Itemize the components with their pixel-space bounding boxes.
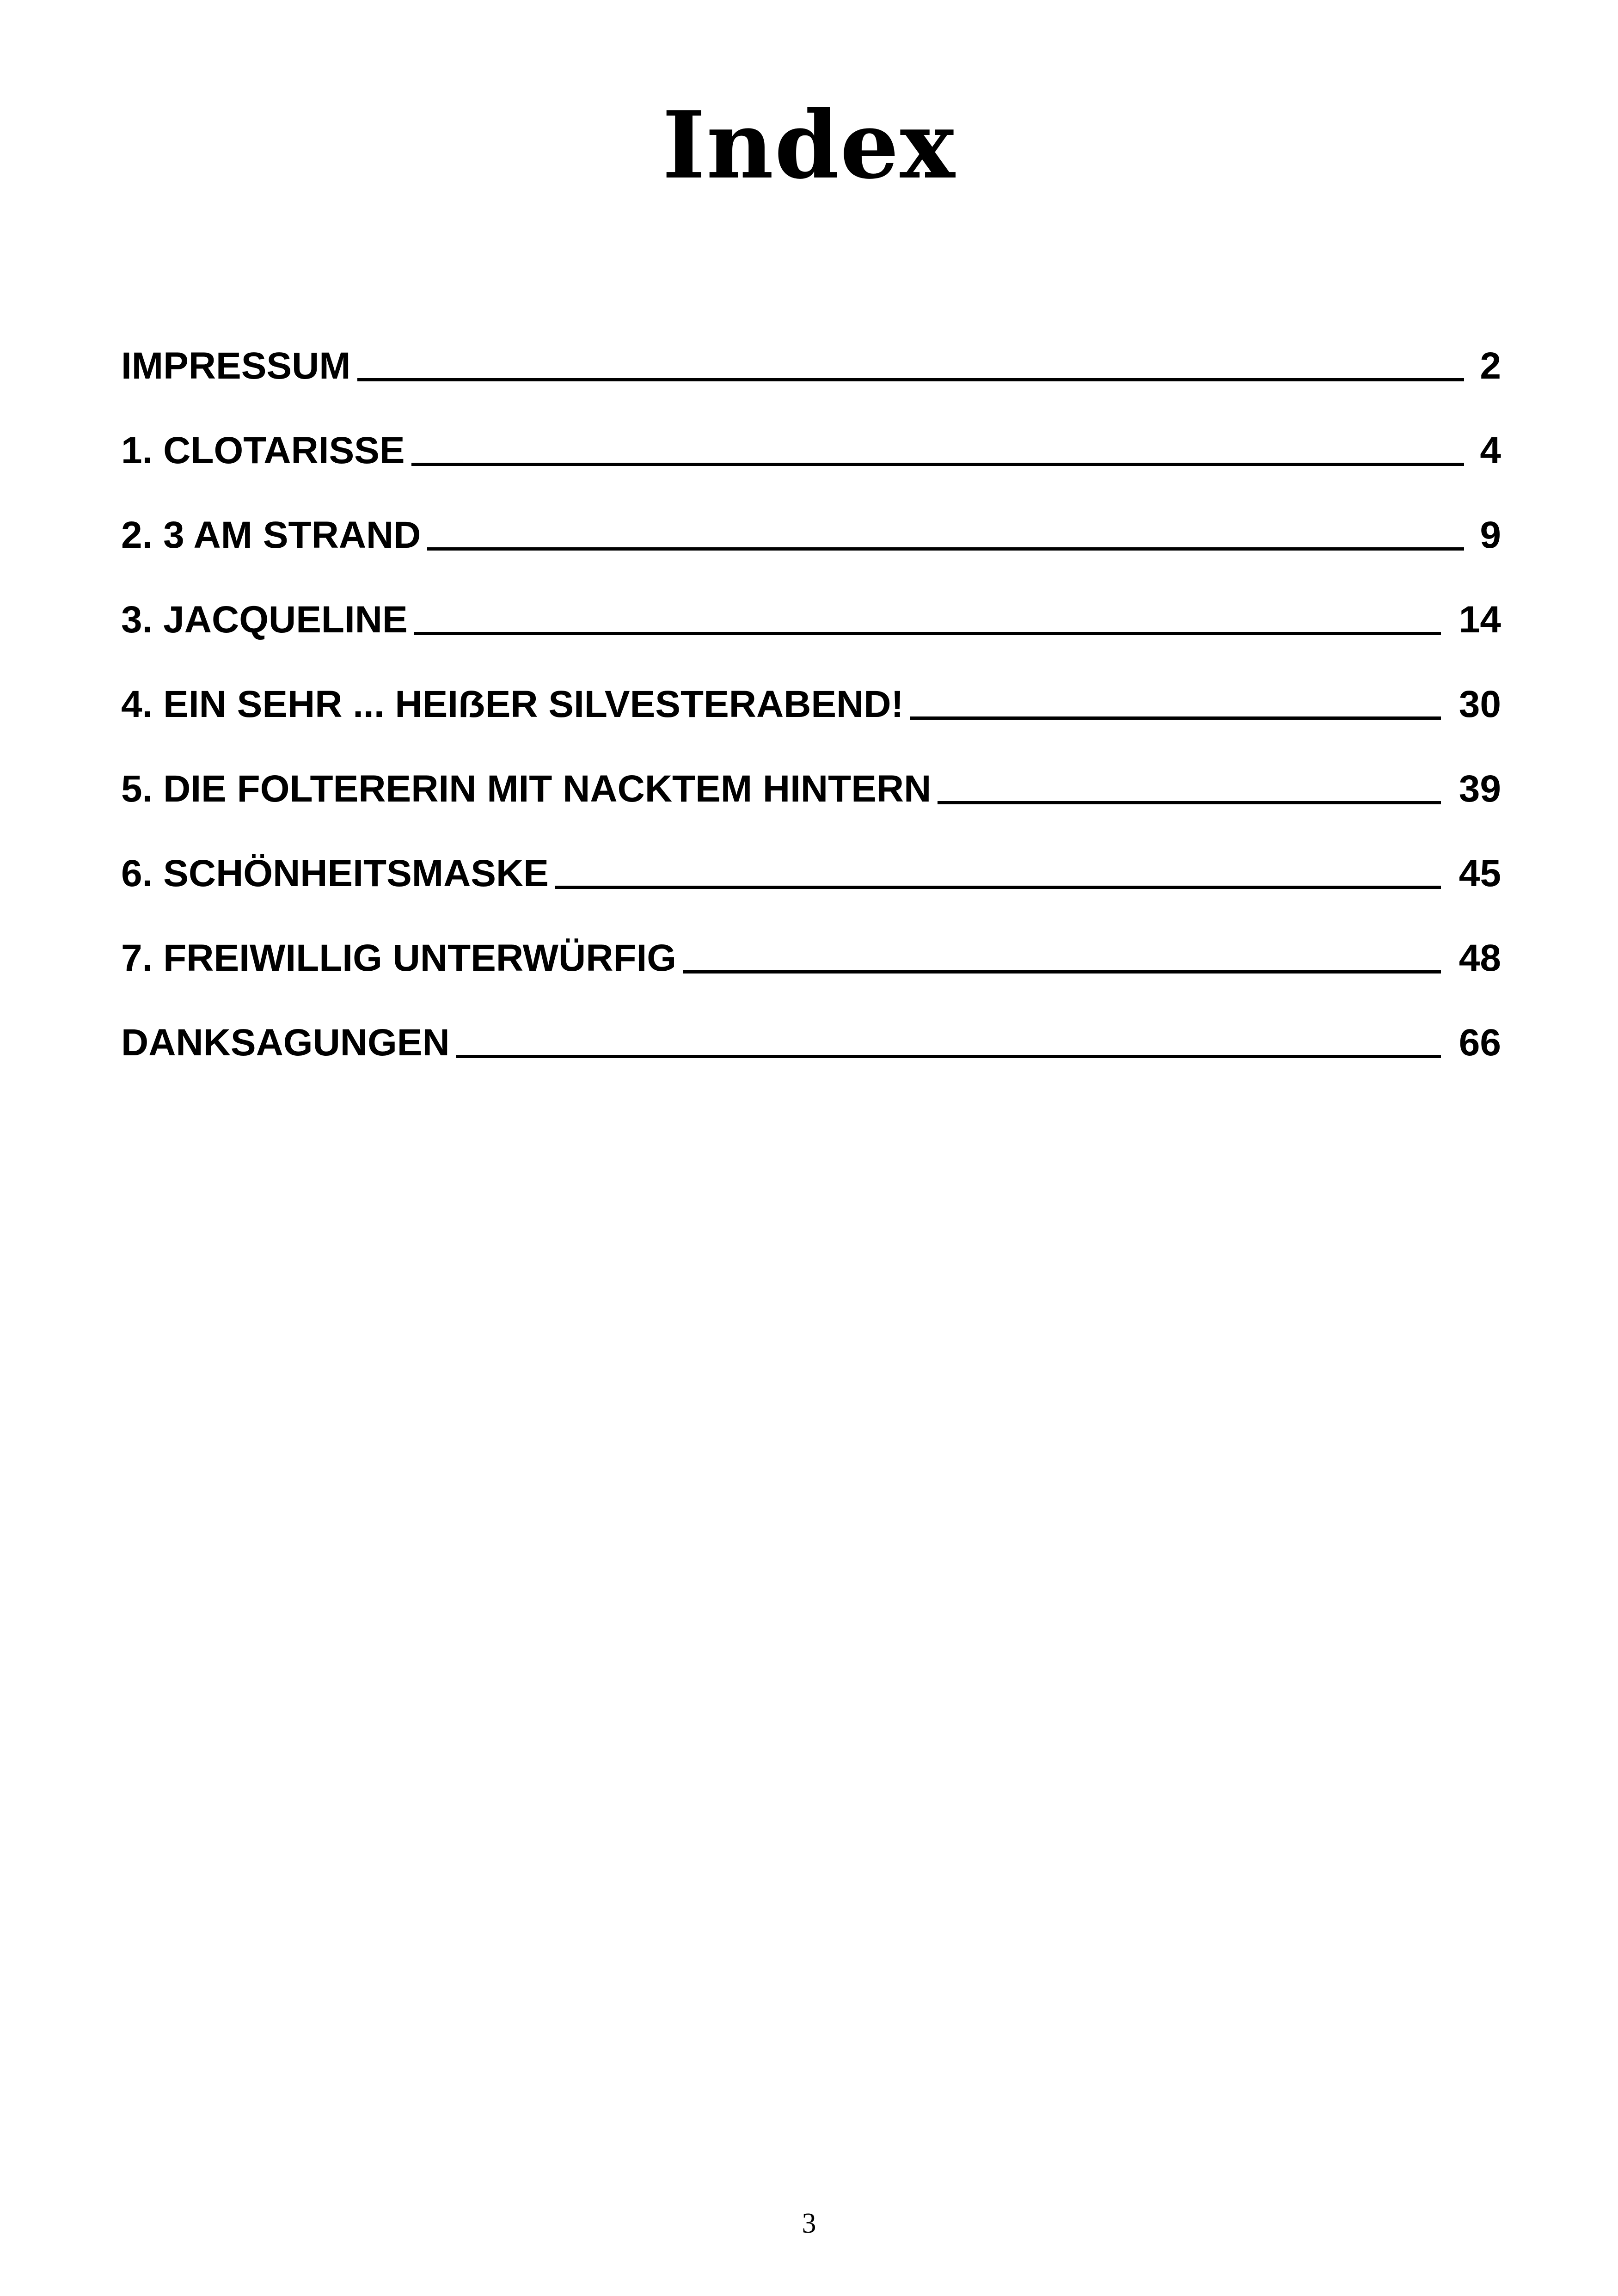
toc-entry-page: 9 (1480, 514, 1501, 556)
toc-leader-line (456, 1055, 1441, 1058)
toc-entry-page: 45 (1459, 852, 1501, 894)
toc-entry-page: 30 (1459, 683, 1501, 725)
toc-entry-page: 39 (1459, 768, 1501, 810)
toc-leader-line (411, 463, 1464, 466)
toc-entry-page: 2 (1480, 345, 1501, 387)
toc-entry-chapter-1[interactable] (121, 408, 1501, 493)
toc-leader-line (427, 547, 1464, 551)
toc-leader-line (938, 801, 1441, 804)
toc-entry-page: 66 (1459, 1022, 1501, 1064)
toc-entry-chapter-6[interactable] (121, 831, 1501, 916)
toc-leader-line (414, 632, 1441, 635)
toc-leader-line (555, 886, 1441, 889)
toc-entry-label: 2. 3 AM STRAND (121, 514, 421, 556)
toc-entry-label: 7. FREIWILLIG UNTERWÜRFIG (121, 937, 677, 979)
toc-entry-label: IMPRESSUM (121, 345, 351, 387)
toc-entry-page: 4 (1480, 429, 1501, 471)
toc-entry-page: 14 (1459, 599, 1501, 641)
toc-entry-page: 48 (1459, 937, 1501, 979)
page-title: Index (662, 91, 956, 200)
toc-entry-chapter-7[interactable] (121, 916, 1501, 1000)
toc-entry-chapter-5[interactable] (121, 747, 1501, 831)
table-of-contents (121, 324, 1501, 1085)
toc-entry-label: 5. DIE FOLTERERIN MIT NACKTEM HINTERN (121, 768, 932, 810)
toc-entry-danksagungen[interactable] (121, 1000, 1501, 1085)
toc-entry-impressum[interactable] (121, 324, 1501, 408)
toc-entry-label: 1. CLOTARISSE (121, 429, 405, 471)
toc-entry-chapter-4[interactable] (121, 662, 1501, 747)
toc-entry-chapter-3[interactable] (121, 577, 1501, 662)
toc-leader-line (910, 716, 1441, 720)
toc-leader-line (683, 970, 1441, 974)
toc-entry-chapter-2[interactable] (121, 493, 1501, 577)
toc-leader-line (357, 378, 1464, 381)
toc-entry-label: DANKSAGUNGEN (121, 1022, 450, 1064)
toc-entry-label: 4. EIN SEHR ... HEIẞER SILVESTERABEND! (121, 683, 904, 725)
page-number: 3 (802, 2208, 816, 2239)
toc-entry-label: 3. JACQUELINE (121, 599, 408, 641)
toc-entry-label: 6. SCHÖNHEITSMASKE (121, 852, 549, 894)
